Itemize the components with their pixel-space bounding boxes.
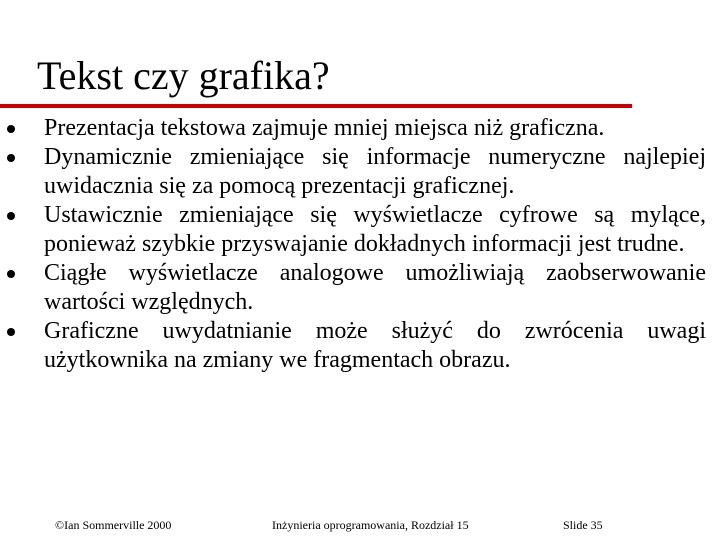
bullet-text: Ciągłe wyświetlacze analogowe umożliwiają zaobserwowanie wartości względnych. bbox=[44, 260, 706, 315]
bullet-item bbox=[0, 114, 706, 143]
bullet-list bbox=[0, 114, 720, 375]
slide-title: Tekst czy grafika? bbox=[37, 53, 330, 98]
bullet-text: Ustawicznie zmieniające się wyświetlacze cyfrowe są mylące, ponieważ szybkie przyswajanie dokładnych informacji jest trudne. bbox=[44, 202, 706, 257]
bullet-icon bbox=[7, 212, 15, 220]
bullet-item bbox=[0, 317, 706, 375]
title-underline bbox=[0, 104, 632, 108]
bullet-icon bbox=[7, 328, 15, 336]
bullet-icon bbox=[7, 154, 15, 162]
bullet-item bbox=[0, 201, 706, 259]
bullet-item bbox=[0, 143, 706, 201]
bullet-item bbox=[0, 259, 706, 317]
bullet-text: Prezentacja tekstowa zajmuje mniej miejsca niż graficzna. bbox=[44, 115, 605, 141]
bullet-icon bbox=[7, 270, 15, 278]
footer-course-title: Inżynieria oprogramowania, Rozdział 15 bbox=[272, 518, 469, 532]
bullet-text: Dynamicznie zmieniające się informacje numeryczne najlepiej uwidacznia się za pomocą prezentacji graficznej. bbox=[44, 144, 706, 199]
footer-slide-number: Slide 35 bbox=[563, 518, 603, 532]
bullet-icon bbox=[7, 125, 15, 133]
bullet-text: Graficzne uwydatnianie może służyć do zwrócenia uwagi użytkownika na zmiany we fragmentach obrazu. bbox=[44, 318, 706, 373]
footer-copyright: ©Ian Sommerville 2000 bbox=[55, 518, 172, 532]
